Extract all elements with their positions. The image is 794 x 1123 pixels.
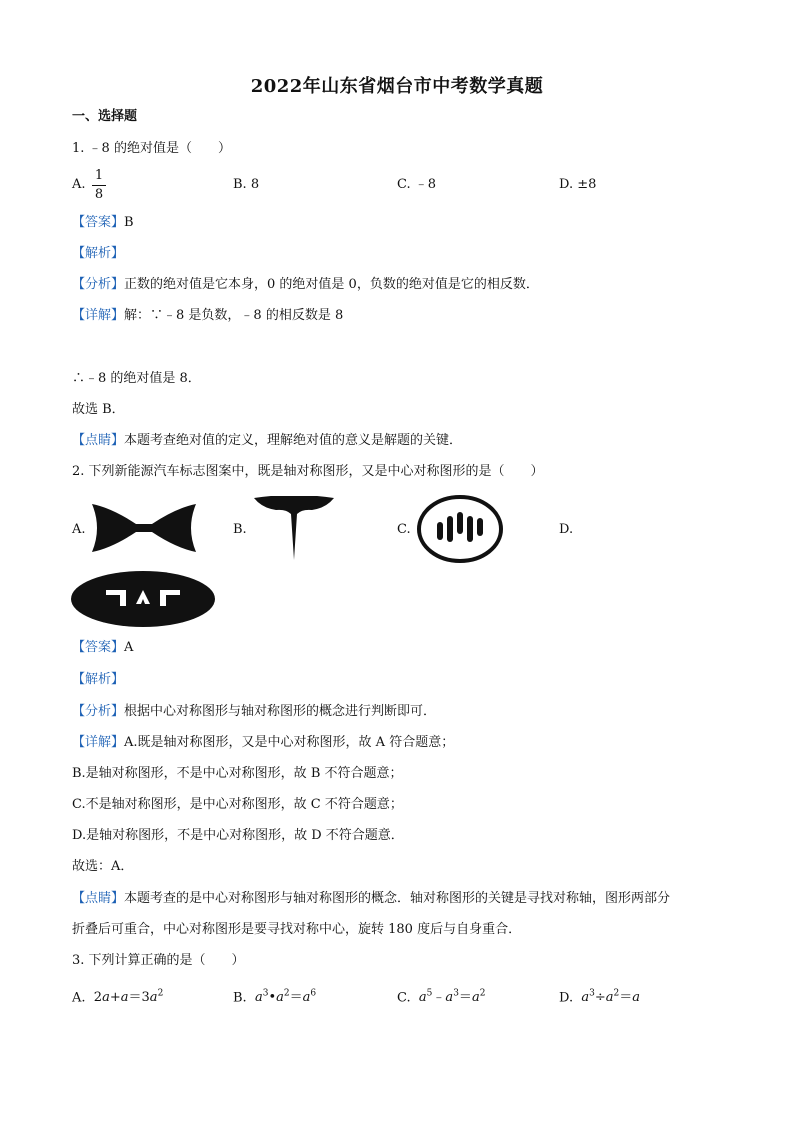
q1-option-b: B. 8 bbox=[233, 177, 260, 192]
dianjing-text: 本题考查绝对值的定义，理解绝对值的意义是解题的关键． bbox=[124, 433, 463, 448]
q1-answer bbox=[72, 214, 134, 232]
jac-logo-icon bbox=[70, 570, 216, 628]
option-expression: $a^3\div a^2=a$ bbox=[581, 989, 641, 1006]
option-label: A. bbox=[72, 990, 86, 1006]
option-label: C. bbox=[397, 990, 411, 1006]
q2-xiangjie bbox=[72, 734, 454, 752]
q3-stem: 3. 下列计算正确的是（ ） bbox=[72, 953, 245, 968]
q1-fenxi bbox=[72, 276, 539, 294]
fenxi-text: 根据中心对称图形与轴对称图形的概念进行判断即可． bbox=[124, 704, 437, 719]
fraction-bar bbox=[92, 185, 106, 186]
xpeng-logo-icon bbox=[90, 502, 198, 554]
q1-xiangjie bbox=[72, 307, 343, 325]
answer-tag: 【答案】 bbox=[72, 215, 125, 230]
option-expression: $a^3•a^2=a^6$ bbox=[254, 989, 317, 1006]
dianjing-tag: 【点睛】 bbox=[72, 891, 125, 906]
q2-choose: 故选：A． bbox=[72, 859, 134, 874]
q1-stem: 1. ﹣8 的绝对值是（ ） bbox=[72, 141, 231, 156]
xiangjie-text: A.既是轴对称图形，又是中心对称图形，故 A 符合题意； bbox=[124, 735, 455, 750]
q1-option-c: C. ﹣8 bbox=[397, 177, 437, 192]
answer-value: B bbox=[124, 215, 134, 230]
fraction-numerator: 1 bbox=[94, 168, 104, 183]
q2-fenxi bbox=[72, 703, 436, 721]
tesla-logo-icon bbox=[252, 496, 336, 562]
aion-logo-icon bbox=[416, 494, 504, 564]
answer-tag: 【答案】 bbox=[72, 640, 125, 655]
fraction-denominator: 8 bbox=[94, 187, 104, 202]
fenxi-tag: 【分析】 bbox=[72, 704, 125, 719]
q1-dianjing bbox=[72, 432, 462, 450]
q2-stem: 2. 下列新能源汽车标志图案中，既是轴对称图形，又是中心对称图形的是（ ） bbox=[72, 464, 544, 479]
xiangjie-tag: 【详解】 bbox=[72, 308, 125, 323]
q2-analysis-tag: 【解析】 bbox=[72, 672, 125, 687]
q1-choose: 故选 B． bbox=[72, 402, 125, 417]
q1-option-a-fraction bbox=[92, 168, 106, 203]
q2-option-d-label: D. bbox=[559, 522, 574, 537]
q2-answer bbox=[72, 639, 133, 657]
q2-option-a-label: A. bbox=[72, 522, 86, 537]
option-expression: $2a+a=3a^2$ bbox=[89, 989, 164, 1006]
dianjing-tag: 【点睛】 bbox=[72, 433, 125, 448]
q2-option-c-label: C. bbox=[397, 522, 411, 537]
option-label: B. bbox=[233, 990, 247, 1006]
q2-option-b-label: B. bbox=[233, 522, 247, 537]
fenxi-tag: 【分析】 bbox=[72, 277, 125, 292]
xiangjie-text: 解：∵﹣8 是负数，﹣8 的相反数是 8 bbox=[124, 308, 344, 323]
option-label: D. bbox=[559, 990, 574, 1006]
fenxi-text: 正数的绝对值是它本身，0 的绝对值是 0，负数的绝对值是它的相反数． bbox=[124, 277, 539, 292]
q3-option-c bbox=[397, 985, 485, 1007]
q1-analysis-tag: 【解析】 bbox=[72, 246, 125, 261]
dianjing-text: 本题考查的是中心对称图形与轴对称图形的概念．轴对称图形的关键是寻找对称轴，图形两部分 bbox=[124, 891, 671, 906]
q1-option-a-label: A. bbox=[72, 177, 86, 192]
q1-option-d: D. ±8 bbox=[559, 177, 597, 192]
q3-option-b bbox=[233, 985, 316, 1007]
xiangjie-tag: 【详解】 bbox=[72, 735, 125, 750]
answer-value: A bbox=[124, 640, 134, 655]
q3-option-d bbox=[559, 985, 640, 1007]
q2-line-b: B.是轴对称图形，不是中心对称图形，故 B 不符合题意； bbox=[72, 766, 403, 781]
q2-line-d: D.是轴对称图形，不是中心对称图形，故 D 不符合题意． bbox=[72, 828, 404, 843]
q1-therefore: ∴﹣8 的绝对值是 8． bbox=[72, 371, 201, 386]
q3-option-a bbox=[72, 985, 163, 1007]
q2-line-c: C.不是轴对称图形，是中心对称图形，故 C 不符合题意； bbox=[72, 797, 403, 812]
option-expression: $a^5﹣a^3=a^2$ bbox=[418, 989, 486, 1006]
section-heading: 一、选择题 bbox=[72, 109, 138, 124]
q2-dianjing-cont: 折叠后可重合，中心对称图形是要寻找对称中心，旋转 180 度后与自身重合． bbox=[72, 922, 522, 937]
page-title: 2022年山东省烟台市中考数学真题 bbox=[250, 76, 544, 97]
q2-dianjing bbox=[72, 890, 670, 908]
